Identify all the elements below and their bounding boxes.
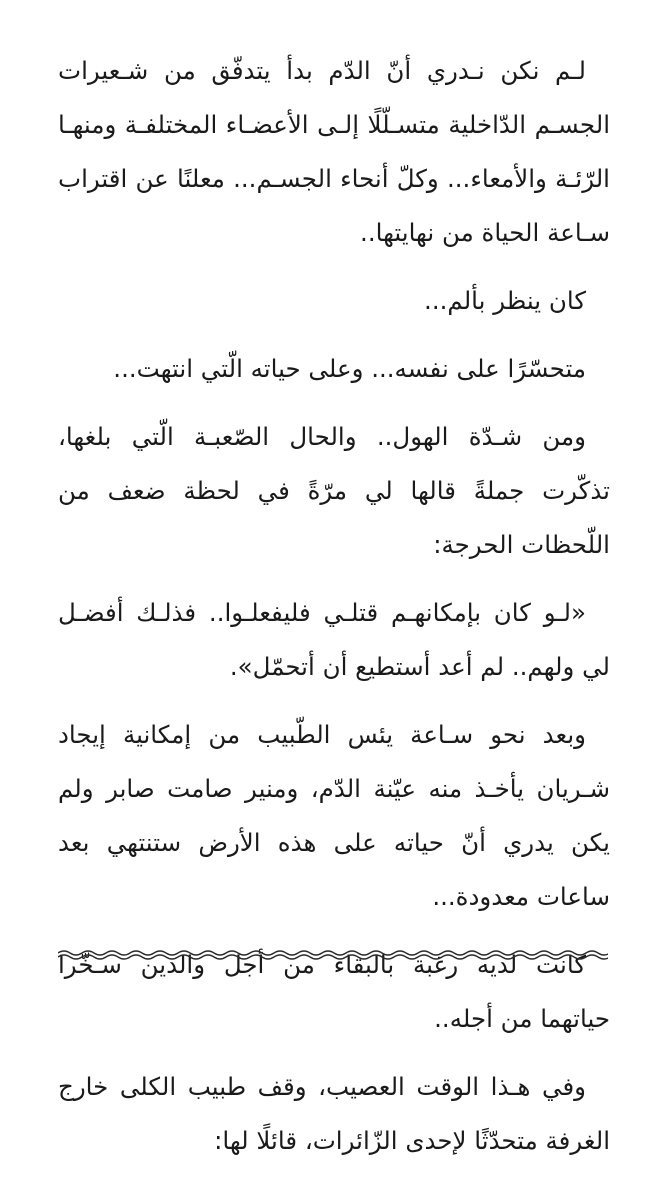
paragraph-3: متحسّرًا على نفسه... وعلى حياته الّتي انتهت... (113, 354, 586, 383)
paragraph-6: وبعد نحو سـاعة يئس الطّبيب من إمكانية إيجاد شـريان يأخـذ منه عيّنة الدّم، ومنير صامت صابر ولم يكن يدري أنّ حياته على هذه الأرض ستنتهي بعد ساعات معدودة... (58, 720, 610, 911)
paragraph-4: ومن شـدّة الهول.. والحال الصّعبـة الّتي بلغها، تذكّرت جملةً قالها لي مرّةً في لحظة ضعف من اللّحظات الحرجة: (58, 422, 610, 559)
wavy-divider (58, 948, 608, 962)
paragraph-7: كانت لديه رغبة بالبقاء من أجل والدين سـخّرا حياتهما من أجله.. (58, 950, 610, 1033)
wavy-divider-line-2 (58, 955, 608, 959)
wavy-divider-line (58, 951, 608, 955)
paragraph-1: لـم نكن نـدري أنّ الدّم بدأ يتدفّق من شـعيرات الجسـم الدّاخلية متسـلّلًا إلـى الأعضـاء المختلفـة ومنهـا الرّئـة والأمعاء... وكلّ أنحاء الجسـم... معلنًا عن اقتراب سـاعة الحياة من نهايتها.. (58, 56, 610, 247)
paragraph-5-quote: «لـو كان بإمكانهـم قتلـي فليفعلـوا.. فذلـك أفضـل لي ولهم.. لم أعد أستطيع أن أتحمّل». (58, 598, 610, 681)
page-body (58, 44, 610, 1182)
paragraph-2: كان ينظر بألم... (424, 286, 586, 315)
paragraph-8: وفي هـذا الوقت العصيب، وقف طبيب الكلى خارج الغرفة متحدّثًا لإحدى الزّائرات، قائلًا لها: (58, 1072, 610, 1155)
